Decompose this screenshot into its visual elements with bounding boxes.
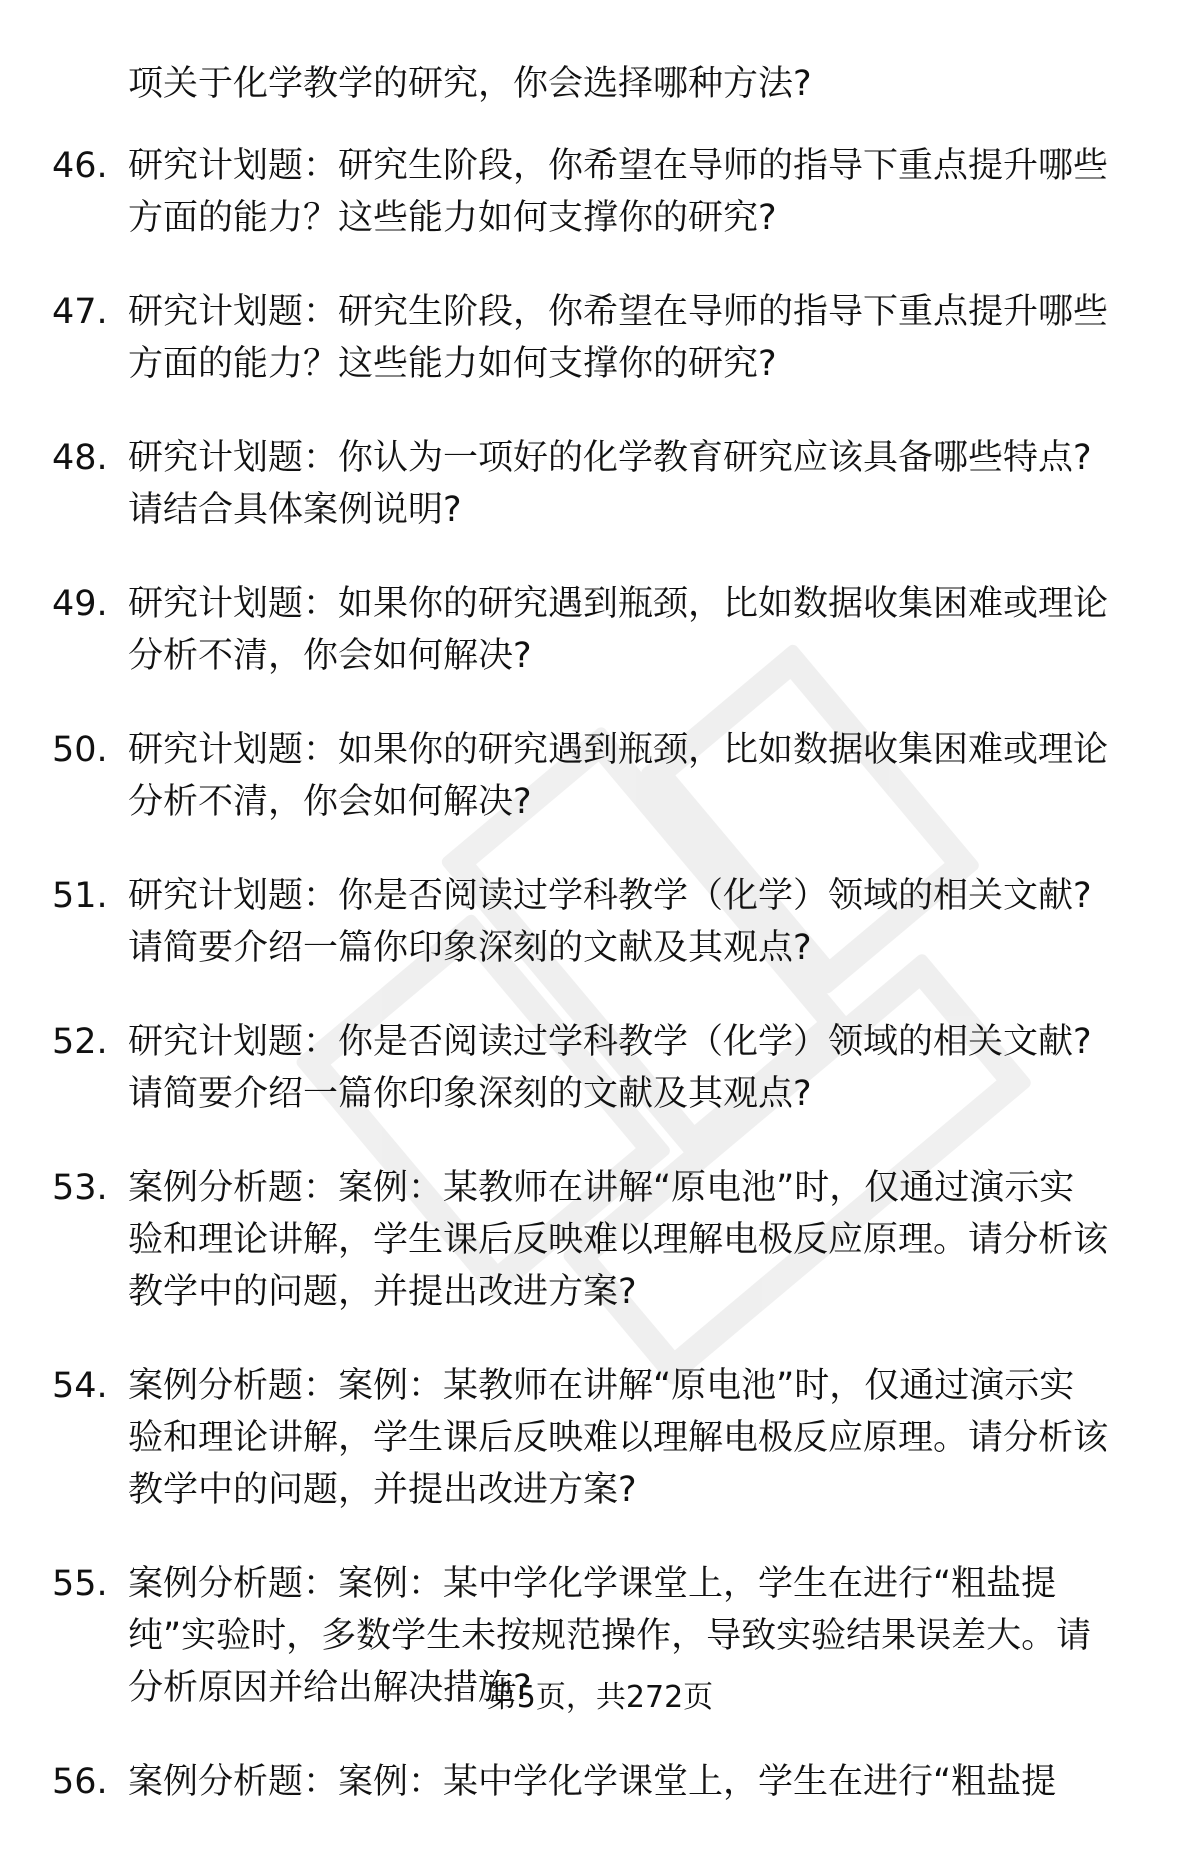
question-text: 研究计划题：研究生阶段，你希望在导师的指导下重点提升哪些 方面的能力？这些能力如何支撑你的研究? [128,292,1109,384]
question-number: 46. [52,146,108,186]
question-item [0,724,1200,828]
question-item [0,286,1200,390]
question-item [0,1162,1200,1318]
page-footer-page-number: 第5页，共272页 [486,1680,714,1715]
question-item [0,1756,1200,1808]
question-text: 案例分析题：案例：某中学化学课堂上，学生在进行“粗盐提 纯”实验时，多数学生未按规范操作，导致实验结果误差大。请 分析原因并给出解决措施? [128,1564,1092,1708]
question-number: 48. [52,438,108,478]
question-item [0,140,1200,244]
question-number: 53. [52,1168,108,1208]
question-item [0,578,1200,682]
question-list [0,140,1200,1850]
question-number: 56. [52,1762,108,1802]
question-text: 研究计划题：你认为一项好的化学教育研究应该具备哪些特点? 请结合具体案例说明? [128,438,1092,530]
question-number: 50. [52,730,108,770]
question-number: 54. [52,1366,108,1406]
question-number: 55. [52,1564,108,1604]
question-text: 研究计划题：如果你的研究遇到瓶颈，比如数据收集困难或理论 分析不清，你会如何解决? [128,584,1109,676]
question-number: 47. [52,292,108,332]
question-text: 研究计划题：你是否阅读过学科教学（化学）领域的相关文献? 请简要介绍一篇你印象深刻的文献及其观点? [128,1022,1092,1114]
question-text: 研究计划题：如果你的研究遇到瓶颈，比如数据收集困难或理论 分析不清，你会如何解决? [128,730,1109,822]
question-text: 研究计划题：你是否阅读过学科教学（化学）领域的相关文献? 请简要介绍一篇你印象深刻的文献及其观点? [128,876,1092,968]
question-number: 51. [52,876,108,916]
question-text: 案例分析题：案例：某中学化学课堂上，学生在进行“粗盐提 [128,1762,1057,1802]
question-number: 52. [52,1022,108,1062]
question-text: 案例分析题：案例：某教师在讲解“原电池”时，仅通过演示实 验和理论讲解，学生课后反映难以理解电极反应原理。请分析该 教学中的问题，并提出改进方案? [128,1168,1109,1312]
question-continuation-text: 项关于化学教学的研究，你会选择哪种方法? [128,64,812,104]
question-number: 49. [52,584,108,624]
question-text: 案例分析题：案例：某教师在讲解“原电池”时，仅通过演示实 验和理论讲解，学生课后反映难以理解电极反应原理。请分析该 教学中的问题，并提出改进方案? [128,1366,1109,1510]
question-item [0,870,1200,974]
question-item [0,1360,1200,1516]
question-text: 研究计划题：研究生阶段，你希望在导师的指导下重点提升哪些 方面的能力？这些能力如何支撑你的研究? [128,146,1109,238]
question-item [0,1016,1200,1120]
question-item [0,432,1200,536]
